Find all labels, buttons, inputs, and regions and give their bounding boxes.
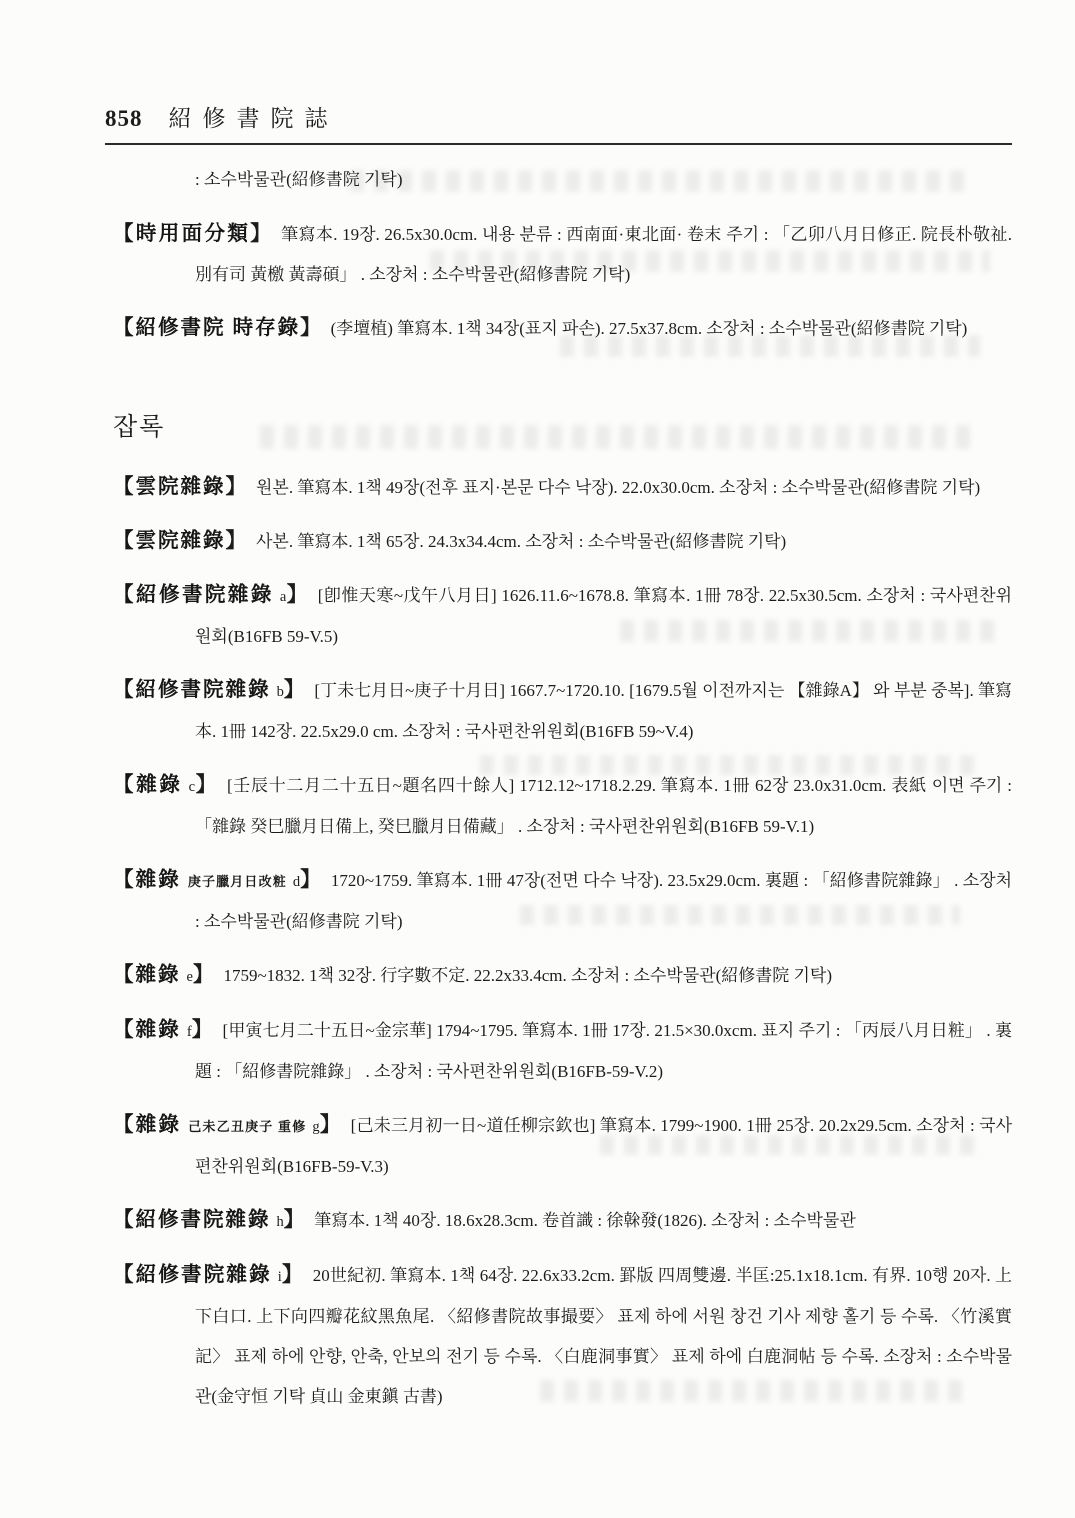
catalog-entry — [113, 214, 1012, 295]
entry-title: 紹修書院雜錄 — [135, 679, 271, 701]
entry-title: 紹修書院 時存錄 — [135, 317, 301, 339]
entry-letter: f — [186, 1024, 192, 1040]
entry-title-open: 【雲院雜錄 — [113, 530, 226, 552]
entry-body: [己未三月初一日~道任柳宗欽也] 筆寫本. 1799~1900. 1冊 25장. 20.2x29.5cm. 소장처 : 국사편찬위원회(B16FB-59-V.3) — [195, 1116, 1013, 1176]
entry-title: 雲院雜錄 — [135, 476, 226, 498]
section-title: 잡록 — [113, 414, 166, 441]
entry-title-close: 】 — [281, 1264, 303, 1286]
entry-letter: h — [276, 1214, 284, 1230]
entry-title-open: 【雜錄 — [113, 869, 181, 891]
entry-body: [丁未七月日~庚子十月日] 1667.7~1720.10. [1679.5월 이전까지는 【雜錄A】 와 부분 중복]. 筆寫本. 1冊 142장. 22.5x29.0 cm. 소장처 : 국사편찬위원회(B16FB 59~V.4) — [195, 681, 1012, 741]
entry-body: 1759~1832. 1책 32장. 行字數不定. 22.2x33.4cm. 소장처 : 소수박물관(紹修書院 기탁) — [223, 966, 833, 985]
catalog-entry — [113, 670, 1012, 752]
entry-body: (李壇植) 筆寫本. 1책 34장(표지 파손). 27.5x37.8cm. 소장처 : 소수박물관(紹修書院 기탁) — [330, 319, 968, 338]
entry-body: 20世紀初. 筆寫本. 1책 64장. 22.6x33.2cm. 罫版 四周雙邊. 半匡:25.1x18.1cm. 有界. 10행 20자. 上下白口. 上下向四瓣花紋黑魚尾. 〈紹修書院故事撮要〉 표제 하에 서원 창건 기사 제향 홀기 등 수록. 〈竹溪實記〉 표제 하에 안향, 안축, 안보의 전기 등 수록. 〈白鹿洞事實〉 표제 하에 白鹿洞帖 등 수록. 소장처 : 소수박물관(金守恒 기탁 貞山 金東鎭 古書) — [195, 1266, 1013, 1406]
entry-title: 雜錄 — [136, 774, 183, 796]
entry-title-open: 【時用面分類 — [113, 223, 251, 245]
entry-letter: a — [279, 589, 287, 605]
entry-title-open: 【雜錄 — [113, 964, 181, 986]
entry-title-open: 【雜錄 — [113, 1019, 181, 1041]
entry-body: 1720~1759. 筆寫本. 1冊 47장(전면 다수 낙장). 23.5x29.0cm. 裏題 : 「紹修書院雜錄」 . 소장처 : 소수박물관(紹修書院 기탁) — [195, 871, 1012, 931]
continuation-line: : 소수박물관(紹修書院 기탁) — [195, 170, 403, 189]
entry-title: 紹修書院雜錄 — [135, 584, 274, 606]
book-title: 紹修書院誌 — [168, 106, 339, 131]
catalog-entry — [113, 1255, 1012, 1417]
entry-title: 雲院雜錄 — [135, 530, 226, 552]
entry-body: [壬辰十二月二十五日~題名四十餘人] 1712.12~1718.2.29. 筆寫本. 1冊 62장 23.0x31.0cm. 表紙 이면 주기 : 「雜錄 癸巳臘月日備上, 癸巳臘月日備藏」 . 소장처 : 국사편찬위원회(B16FB 59-V.1) — [195, 776, 1013, 836]
entry-title-open: 【雲院雜錄 — [113, 476, 226, 498]
catalog-entry — [113, 860, 1012, 942]
entry-title-close: 】 — [286, 584, 308, 606]
entry-letter: i — [277, 1269, 282, 1285]
entry-letter: b — [276, 684, 284, 700]
section-heading — [113, 407, 1012, 443]
entry-title-close: 】 — [195, 774, 217, 796]
page-number: 858 — [105, 106, 143, 131]
entry-title-close: 】 — [225, 530, 246, 552]
entry-title-close: 】 — [192, 964, 214, 986]
catalog-entry — [113, 575, 1012, 657]
catalog-entry — [113, 308, 1012, 349]
catalog-entry — [113, 955, 1012, 997]
entry-letter: c — [188, 779, 196, 795]
entry-body: 원본. 筆寫本. 1책 49장(전후 표지·본문 다수 낙장). 22.0x30.0cm. 소장처 : 소수박물관(紹修書院 기탁) — [256, 478, 981, 497]
entry-title: 雜錄 — [135, 869, 181, 891]
entry-title-close: 】 — [319, 1114, 341, 1136]
running-head — [105, 100, 1012, 145]
entry-body: [甲寅七月二十五日~金宗華] 1794~1795. 筆寫本. 1冊 17장. 21.5×30.0xcm. 표지 주기 : 「丙辰八月日粧」 . 裏題 : 「紹修書院雜錄」 . 소장처 : 국사편찬위원회(B16FB-59-V.2) — [195, 1021, 1013, 1081]
entry-body: 사본. 筆寫本. 1책 65장. 24.3x34.4cm. 소장처 : 소수박물관(紹修書院 기탁) — [256, 532, 787, 551]
entry-body: 筆寫本. 1책 40장. 18.6x28.3cm. 卷首識 : 徐榦發(1826). 소장처 : 소수박물관 — [314, 1211, 856, 1230]
entry-body: [卽惟天寒~戊午八月日] 1626.11.6~1678.8. 筆寫本. 1冊 78장. 22.5x30.5cm. 소장처 : 국사편찬위원회(B16FB 59-V.5) — [195, 586, 1013, 646]
entry-title-open: 【紹修書院雜錄 — [113, 679, 271, 701]
page-content — [113, 160, 1012, 1430]
entry-title-open: 【紹修書院雜錄 — [113, 1264, 272, 1286]
entry-title: 雜錄 — [135, 964, 181, 986]
entry-title: 雜錄 — [135, 1019, 181, 1041]
entry-body: 筆寫本. 19장. 26.5x30.0cm. 내용 분류 : 西南面·東北面· 卷末 주기 : 「乙卯八月日修正. 院長朴敬祉. 別有司 黃檄 黃壽碩」 . 소장처 : 소수박물관(紹修書院 기탁) — [195, 225, 1013, 284]
entry-title: 雜錄 — [135, 1114, 182, 1136]
catalog-entry — [113, 765, 1012, 847]
entry-title-small: 己未乙丑庚子 重修 — [188, 1119, 307, 1134]
entry-title: 時用面分類 — [135, 223, 251, 245]
entry-title: 紹修書院雜錄 — [135, 1264, 272, 1286]
catalog-entry — [113, 1010, 1012, 1092]
catalog-entry — [113, 1105, 1012, 1187]
entry-title-close: 】 — [191, 1019, 213, 1041]
entry-title-small: 庚子臘月日改粧 — [187, 874, 287, 889]
entry-title: 紹修書院雜錄 — [135, 1209, 271, 1231]
entry-letter: g — [312, 1119, 320, 1135]
catalog-entry — [113, 521, 1012, 562]
entry-title-open: 【紹修書院雜錄 — [113, 584, 274, 606]
entry-title-open: 【紹修書院 時存錄 — [113, 317, 301, 339]
entry-letter: e — [186, 969, 193, 985]
entry-title-open: 【紹修書院雜錄 — [113, 1209, 271, 1231]
entry-title-close: 】 — [300, 317, 321, 339]
catalog-entry — [113, 467, 1012, 508]
entry-title-close: 】 — [283, 679, 305, 701]
entry-title-close: 】 — [300, 869, 321, 891]
entry-title-close: 】 — [283, 1209, 305, 1231]
entry-title-close: 】 — [250, 223, 272, 245]
entry-title-open: 【雜錄 — [113, 1114, 182, 1136]
catalog-entry — [113, 1200, 1012, 1242]
entry-letter: d — [292, 874, 301, 890]
entry-title-open: 【雜錄 — [113, 774, 183, 796]
entry-title-close: 】 — [225, 476, 246, 498]
